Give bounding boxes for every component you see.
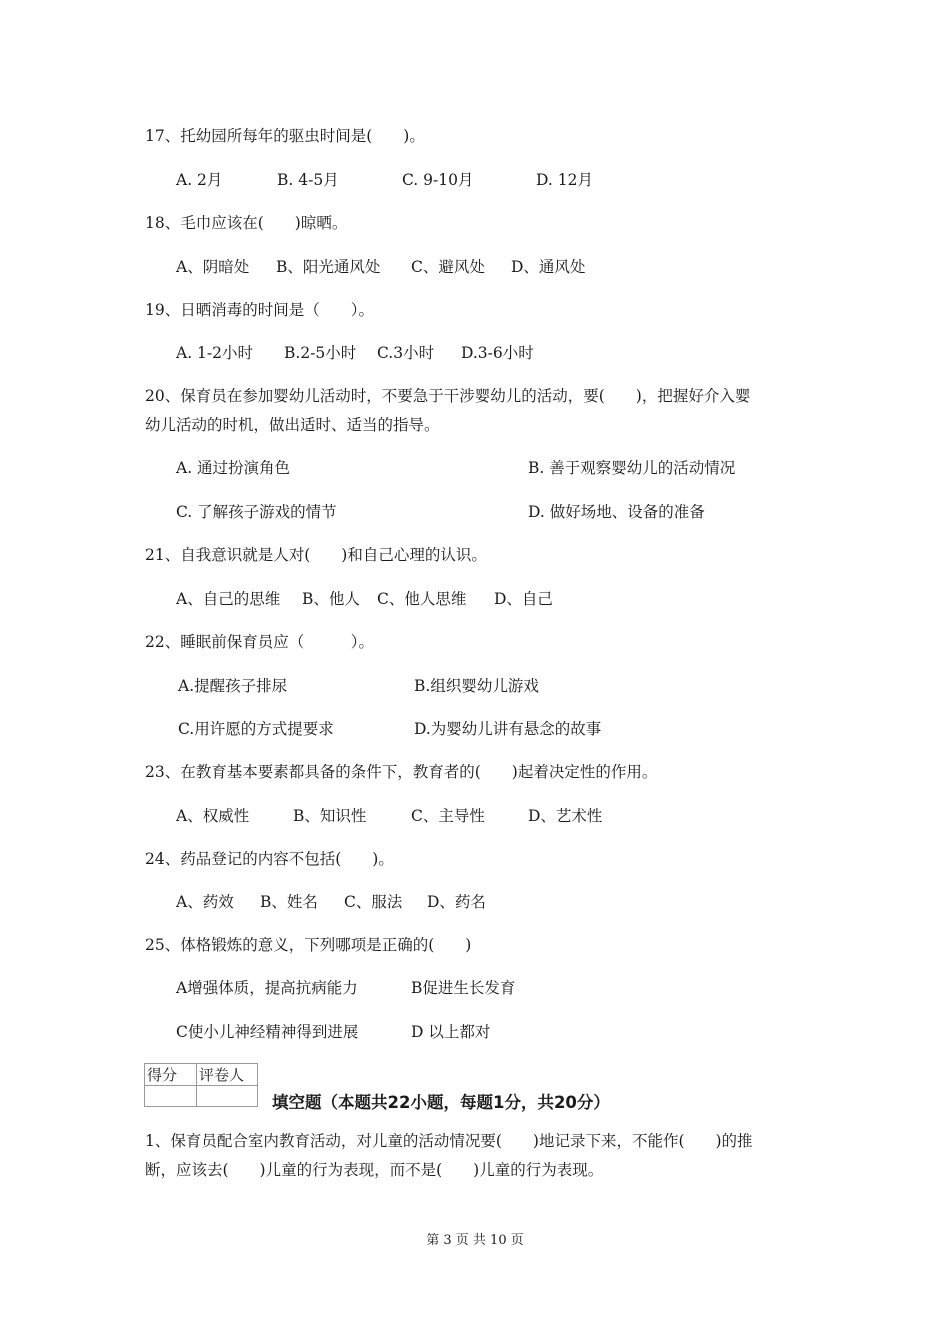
- option-25-a: A增强体质，提高抗病能力: [176, 979, 358, 997]
- option-25-b: B促进生长发育: [411, 979, 516, 997]
- option-24-a: A、药效: [176, 893, 234, 911]
- option-19-a: A. 1-2小时: [176, 344, 254, 362]
- option-20-d: D. 做好场地、设备的准备: [528, 503, 705, 521]
- option-25-d: D 以上都对: [411, 1023, 491, 1041]
- option-23-a: A、权威性: [176, 807, 250, 825]
- option-21-c: C、他人思维: [377, 590, 467, 608]
- option-21-d: D、自己: [494, 590, 553, 608]
- option-22-b: B.组织婴幼儿游戏: [414, 677, 539, 695]
- question-20-line2: 幼儿活动的时机，做出适时、适当的指导。: [145, 416, 440, 434]
- grader-cell: [197, 1086, 258, 1107]
- option-22-a: A.提醒孩子排尿: [178, 677, 288, 695]
- option-21-a: A、自己的思维: [176, 590, 281, 608]
- option-23-d: D、艺术性: [528, 807, 603, 825]
- option-23-c: C、主导性: [411, 807, 485, 825]
- score-table: [144, 1063, 258, 1107]
- option-24-c: C、服法: [344, 893, 403, 911]
- option-19-d: D.3-6小时: [461, 344, 534, 362]
- option-17-c: C. 9-10月: [402, 171, 474, 189]
- score-cell: [145, 1086, 197, 1107]
- question-24: 24、药品登记的内容不包括( )。: [145, 850, 394, 868]
- option-21-b: B、他人: [302, 590, 360, 608]
- question-18: 18、毛巾应该在( )晾晒。: [145, 214, 348, 232]
- option-17-d: D. 12月: [536, 171, 593, 189]
- fill-question-1-line2: 断，应该去( )儿童的行为表现，而不是( )儿童的行为表现。: [145, 1161, 604, 1179]
- section-title: 填空题（本题共22小题，每题1分，共20分）: [272, 1093, 610, 1112]
- option-23-b: B、知识性: [293, 807, 367, 825]
- option-20-a: A. 通过扮演角色: [176, 459, 291, 477]
- question-22: 22、睡眠前保育员应（ ）。: [145, 633, 374, 651]
- page-footer: 第 3 页 共 10 页: [426, 1233, 524, 1248]
- grader-header: 评卷人: [197, 1064, 258, 1086]
- option-22-c: C.用许愿的方式提要求: [178, 720, 334, 738]
- option-19-c: C.3小时: [377, 344, 435, 362]
- option-18-d: D、通风处: [511, 258, 586, 276]
- option-18-a: A、阴暗处: [176, 258, 250, 276]
- option-24-d: D、药名: [427, 893, 486, 911]
- option-20-b: B. 善于观察婴幼儿的活动情况: [528, 459, 736, 477]
- question-25: 25、体格锻炼的意义，下列哪项是正确的( ): [145, 936, 472, 954]
- option-17-a: A. 2月: [176, 171, 223, 189]
- option-24-b: B、姓名: [260, 893, 318, 911]
- score-header: 得分: [145, 1064, 197, 1086]
- fill-question-1-line1: 1、保育员配合室内教育活动，对儿童的活动情况要( )地记录下来，不能作( )的推: [145, 1132, 753, 1150]
- option-19-b: B.2-5小时: [284, 344, 357, 362]
- option-25-c: C使小儿神经精神得到进展: [176, 1023, 359, 1041]
- option-18-c: C、避风处: [411, 258, 485, 276]
- option-17-b: B. 4-5月: [277, 171, 339, 189]
- option-20-c: C. 了解孩子游戏的情节: [176, 503, 337, 521]
- question-21: 21、自我意识就是人对( )和自己心理的认识。: [145, 546, 487, 564]
- question-19: 19、日晒消毒的时间是（ ）。: [145, 301, 374, 319]
- option-22-d: D.为婴幼儿讲有悬念的故事: [414, 720, 602, 738]
- question-23: 23、在教育基本要素都具备的条件下，教育者的( )起着决定性的作用。: [145, 763, 658, 781]
- option-18-b: B、阳光通风处: [276, 258, 381, 276]
- question-17: 17、托幼园所每年的驱虫时间是( )。: [145, 127, 425, 145]
- question-20-line1: 20、保育员在参加婴幼儿活动时，不要急于干涉婴幼儿的活动，要( )，把握好介入婴: [145, 387, 751, 405]
